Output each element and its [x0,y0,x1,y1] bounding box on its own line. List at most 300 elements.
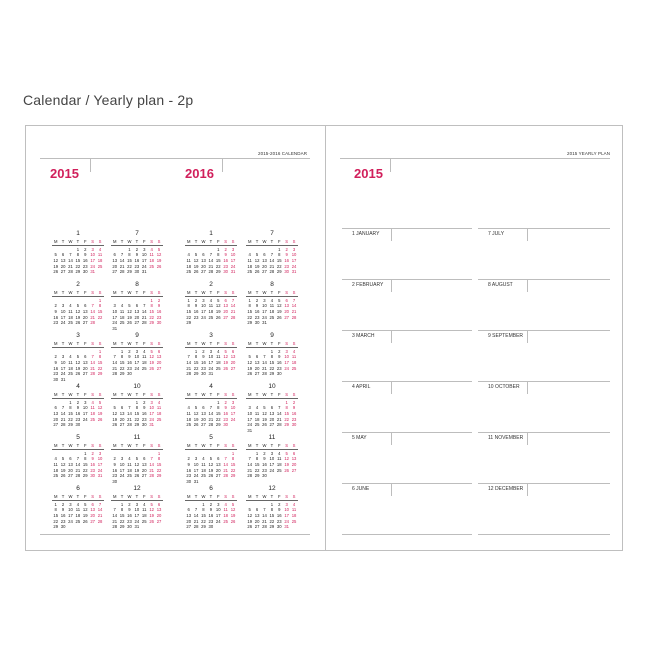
weekday-header: T [61,443,65,448]
day-cell: 14 [223,461,228,467]
mini-calendar-month-number: 6 [76,485,80,492]
day-cell: 15 [269,359,275,365]
day-cell: 19 [215,308,221,314]
day-cell: 3 [231,399,235,405]
mini-calendar-day-grid [246,392,298,434]
day-cell: 9 [224,405,227,411]
mini-calendar-2016-month-7 [246,229,298,275]
day-cell: 8 [270,507,274,513]
day-cell: 11 [277,456,282,462]
day-cell: 22 [82,467,88,473]
mini-calendar-2015-month-7 [111,229,163,275]
day-cell: 1 [231,450,235,456]
day-cell: 15 [230,461,236,467]
day-cell: 27 [269,422,275,428]
day-cell: 11 [291,507,297,513]
weekday-header: T [61,290,65,295]
day-cell: 18 [223,512,228,518]
day-cell: 6 [255,354,259,360]
day-cell: 30 [90,473,95,479]
day-cell: 27 [82,320,88,326]
month-row-top-rule [342,330,472,331]
day-cell: 30 [156,320,162,326]
day-cell: 28 [127,422,132,428]
day-cell: 19 [284,461,289,467]
weekday-header: M [186,392,191,397]
day-cell: 12 [215,303,221,309]
mini-calendar-day-grid [111,443,163,485]
day-cell: 6 [202,405,205,411]
day-cell: 26 [284,467,289,473]
day-cell: 27 [230,365,236,371]
weekday-header: F [216,494,220,499]
day-cell: 19 [134,467,140,473]
day-cell: 2 [135,246,139,252]
day-cell: 15 [82,461,88,467]
day-cell: 2 [285,246,288,252]
day-cell: 21 [230,308,236,314]
day-cell: 21 [247,467,253,473]
day-cell: 22 [247,314,253,320]
day-cell: 11 [223,507,228,513]
day-cell: 28 [112,524,118,530]
day-cell: 2 [54,303,57,309]
day-cell: 14 [112,359,118,365]
day-cell: 4 [69,354,72,360]
day-cell: 20 [82,314,88,320]
weekday-header: M [53,341,58,346]
mini-calendar-month-number: 11 [133,434,141,441]
day-cell: 2 [194,297,198,303]
day-cell: 3 [194,456,198,462]
day-cell: 24 [82,416,88,422]
mini-calendar-day-grid [111,392,163,428]
day-cell: 23 [186,473,192,479]
day-cell: 22 [193,365,199,371]
day-cell: 9 [135,252,139,258]
day-cell: 16 [127,359,132,365]
day-cell: 31 [247,428,253,434]
day-cell: 6 [135,303,139,309]
day-cell: 30 [262,473,267,479]
day-cell: 14 [262,512,267,518]
day-cell: 18 [141,359,147,365]
day-cell: 13 [82,308,88,314]
day-cell: 12 [82,507,88,513]
mini-calendar-2015-month-11 [111,433,163,485]
day-cell: 16 [186,467,192,473]
weekday-header: M [53,239,58,244]
month-row-label: 1 JANUARY [352,231,380,237]
day-cell: 4 [278,450,281,456]
day-cell: 26 [75,320,81,326]
day-cell: 3 [285,501,288,507]
day-cell: 24 [149,416,154,422]
day-cell: 20 [201,416,206,422]
day-cell: 15 [247,308,253,314]
day-cell: 10 [112,308,118,314]
weekday-header: M [112,392,117,397]
day-cell: 2 [76,399,80,405]
mini-calendar-month-number: 12 [133,485,141,492]
day-cell: 4 [187,252,190,258]
day-cell: 21 [68,263,73,269]
weekday-header: W [68,290,73,295]
day-cell: 14 [60,410,66,416]
weekday-header: W [262,494,267,499]
day-cell: 28 [119,269,125,275]
day-cell: 15 [97,359,103,365]
day-cell: 17 [82,410,88,416]
weekday-header: S [91,392,95,397]
day-cell: 5 [150,348,153,354]
day-cell: 16 [112,467,118,473]
weekday-header: S [150,443,154,448]
mini-calendar-month-number: 11 [268,434,276,441]
weekday-header: T [61,239,65,244]
day-cell: 29 [215,269,221,275]
weekday-header: F [142,443,146,448]
day-cell: 28 [230,314,236,320]
day-cell: 16 [90,461,95,467]
weekday-header: T [209,494,213,499]
mini-calendar-month-number: 4 [76,383,80,390]
day-cell: 21 [208,416,214,422]
day-cell: 13 [82,359,88,365]
day-cell: 24 [90,263,95,269]
day-cell: 7 [231,297,235,303]
day-cell: 3 [150,399,153,405]
day-cell: 30 [112,479,118,485]
day-cell: 5 [278,297,281,303]
mini-calendar-2016-month-1 [185,229,237,275]
day-cell: 3 [98,450,102,456]
day-cell: 2 [128,501,131,507]
weekday-header: S [224,494,228,499]
day-cell: 8 [84,456,87,462]
day-cell: 22 [215,263,221,269]
day-cell: 7 [224,456,227,462]
day-cell: 4 [157,399,161,405]
weekday-header: F [277,494,281,499]
day-cell: 18 [119,314,125,320]
weekday-header: W [201,290,206,295]
day-cell: 9 [157,303,161,309]
day-cell: 19 [193,263,199,269]
day-cell: 1 [217,246,220,252]
day-cell: 18 [156,410,162,416]
day-cell: 15 [156,461,162,467]
day-cell: 25 [119,320,125,326]
day-cell: 23 [284,263,289,269]
day-cell: 19 [247,518,253,524]
weekday-header: T [209,392,213,397]
mini-calendar-month-number: 9 [270,332,274,339]
day-cell: 26 [193,269,199,275]
day-cell: 21 [112,518,118,524]
day-cell: 23 [53,320,59,326]
weekday-header: W [262,239,267,244]
day-cell: 12 [127,308,132,314]
weekday-header: T [255,341,259,346]
weekday-header: S [224,392,228,397]
day-cell: 11 [208,303,214,309]
day-cell: 4 [98,246,102,252]
weekday-header: F [142,239,146,244]
day-cell: 3 [292,246,296,252]
right-year-divider [390,158,391,172]
mini-calendar-2015-month-4 [52,382,104,428]
weekday-header: S [231,392,235,397]
day-cell: 8 [120,507,124,513]
day-cell: 28 [97,518,103,524]
weekday-header: T [135,239,139,244]
mini-calendar-2016-month-6 [185,484,237,530]
day-cell: 7 [150,456,153,462]
weekday-header: S [150,290,154,295]
day-cell: 5 [61,456,65,462]
day-cell: 3 [69,501,72,507]
day-cell: 10 [97,456,103,462]
weekday-header: M [186,239,191,244]
day-cell: 27 [53,422,59,428]
day-cell: 8 [255,456,259,462]
day-cell: 17 [208,359,214,365]
mini-calendar-day-grid [111,239,163,275]
day-cell: 1 [128,246,131,252]
month-row-divider [527,279,528,292]
month-row-divider [391,279,392,292]
year-a-divider [90,158,91,172]
day-cell: 18 [247,263,253,269]
day-cell: 24 [269,467,275,473]
day-cell: 21 [97,512,103,518]
weekday-header: S [292,494,296,499]
day-cell: 24 [262,314,267,320]
day-cell: 31 [60,377,66,383]
day-cell: 22 [269,518,275,524]
day-cell: 16 [134,257,140,263]
day-cell: 13 [53,410,59,416]
weekday-header: M [112,341,117,346]
day-cell: 12 [284,456,289,462]
day-cell: 24 [230,416,236,422]
day-cell: 23 [193,314,199,320]
day-cell: 7 [98,501,102,507]
day-cell: 29 [269,524,275,530]
day-cell: 26 [134,473,140,479]
day-cell: 4 [292,348,296,354]
weekday-header: F [83,239,87,244]
mini-calendar-day-grid [52,341,104,383]
day-cell: 15 [215,410,221,416]
weekday-header: S [150,392,154,397]
day-cell: 9 [194,303,198,309]
day-cell: 29 [127,269,132,275]
day-cell: 3 [61,354,65,360]
mini-calendar-2016-month-3 [185,331,237,377]
month-row-divider [527,330,528,343]
month-row-top-rule [342,381,472,382]
day-cell: 5 [217,297,220,303]
mini-calendar-day-grid [246,341,298,377]
day-cell: 29 [134,422,140,428]
month-row-label: 8 AUGUST [488,282,513,288]
day-cell: 30 [223,422,228,428]
day-cell: 22 [230,467,236,473]
month-row-divider [391,330,392,343]
day-cell: 13 [291,456,297,462]
mini-calendar-month-number: 4 [209,383,213,390]
day-cell: 10 [208,354,214,360]
day-cell: 8 [69,405,72,411]
day-cell: 29 [269,371,275,377]
day-cell: 14 [262,359,267,365]
day-cell: 25 [215,365,221,371]
day-cell: 26 [223,365,228,371]
day-cell: 26 [127,320,132,326]
day-cell: 26 [82,518,88,524]
weekday-header: T [194,341,198,346]
mini-calendar-month-number: 8 [270,281,274,288]
weekday-header: W [68,239,73,244]
day-cell: 30 [276,371,282,377]
weekday-header: F [277,341,281,346]
day-cell: 19 [223,359,228,365]
day-cell: 4 [54,456,57,462]
weekday-header: S [91,341,95,346]
weekday-header: W [201,494,206,499]
weekday-header: T [120,341,124,346]
day-cell: 30 [127,524,132,530]
day-cell: 9 [255,303,259,309]
weekday-header: S [98,290,102,295]
day-cell: 29 [247,320,253,326]
day-cell: 7 [263,354,266,360]
day-cell: 13 [90,507,95,513]
day-cell: 28 [193,524,199,530]
day-cell: 3 [61,303,65,309]
day-cell: 15 [149,308,154,314]
weekday-header: F [142,341,146,346]
day-cell: 19 [75,365,81,371]
day-cell: 30 [201,371,206,377]
day-cell: 20 [90,512,95,518]
day-cell: 27 [119,422,125,428]
day-cell: 6 [120,405,124,411]
day-cell: 3 [135,348,139,354]
day-cell: 12 [149,507,154,513]
day-cell: 16 [223,410,228,416]
day-cell: 20 [215,467,221,473]
weekday-header: M [247,443,252,448]
day-cell: 16 [276,359,282,365]
day-cell: 30 [53,377,59,383]
day-cell: 11 [75,507,81,513]
day-cell: 26 [53,269,59,275]
day-cell: 18 [53,467,59,473]
day-cell: 8 [128,252,131,258]
weekday-header: F [83,341,87,346]
weekday-header: T [120,290,124,295]
day-cell: 28 [208,422,214,428]
day-cell: 14 [119,257,125,263]
weekday-header: W [127,290,132,295]
day-cell: 23 [112,473,118,479]
day-cell: 18 [291,359,297,365]
day-cell: 26 [75,371,81,377]
day-cell: 2 [128,348,131,354]
weekday-header: S [98,494,102,499]
mini-calendar-month-number: 10 [268,383,276,390]
day-cell: 29 [68,422,73,428]
day-cell: 6 [84,303,87,309]
weekday-header: T [255,494,259,499]
day-cell: 25 [254,422,260,428]
day-cell: 8 [135,405,139,411]
day-cell: 28 [60,422,66,428]
day-cell: 31 [262,320,267,326]
day-cell: 4 [128,456,131,462]
weekday-header: T [255,392,259,397]
day-cell: 9 [285,252,288,258]
day-cell: 19 [60,467,66,473]
day-cell: 10 [134,354,140,360]
day-cell: 3 [91,246,94,252]
month-row-bottom-rule [342,534,472,535]
day-cell: 5 [150,501,153,507]
day-cell: 29 [75,269,81,275]
day-cell: 23 [141,416,147,422]
day-cell: 20 [254,365,260,371]
mini-calendar-day-grid [185,239,237,275]
month-row-divider [527,381,528,394]
day-cell: 1 [98,348,102,354]
day-cell: 19 [262,416,267,422]
weekday-header: M [53,290,58,295]
day-cell: 8 [217,252,220,258]
day-cell: 25 [156,416,162,422]
day-cell: 21 [208,263,214,269]
day-cell: 6 [143,456,146,462]
day-cell: 5 [194,252,198,258]
day-cell: 12 [134,461,140,467]
day-cell: 1 [255,450,259,456]
day-cell: 19 [247,365,253,371]
weekday-header: W [68,494,73,499]
day-cell: 24 [141,263,147,269]
weekday-header: S [91,239,95,244]
day-cell: 28 [141,320,147,326]
day-cell: 5 [76,354,80,360]
mini-calendar-month-number: 6 [209,485,213,492]
day-cell: 14 [141,308,147,314]
day-cell: 7 [292,297,296,303]
day-cell: 14 [112,512,118,518]
day-cell: 2 [84,246,87,252]
mini-calendar-2016-month-4 [185,382,237,428]
day-cell: 12 [254,257,260,263]
mini-calendar-day-grid [185,392,237,428]
day-cell: 2 [113,456,116,462]
day-cell: 19 [112,416,118,422]
day-cell: 15 [186,308,192,314]
day-cell: 26 [156,263,162,269]
day-cell: 12 [208,461,214,467]
day-cell: 13 [215,461,221,467]
day-cell: 2 [54,354,57,360]
weekday-header: T [194,239,198,244]
